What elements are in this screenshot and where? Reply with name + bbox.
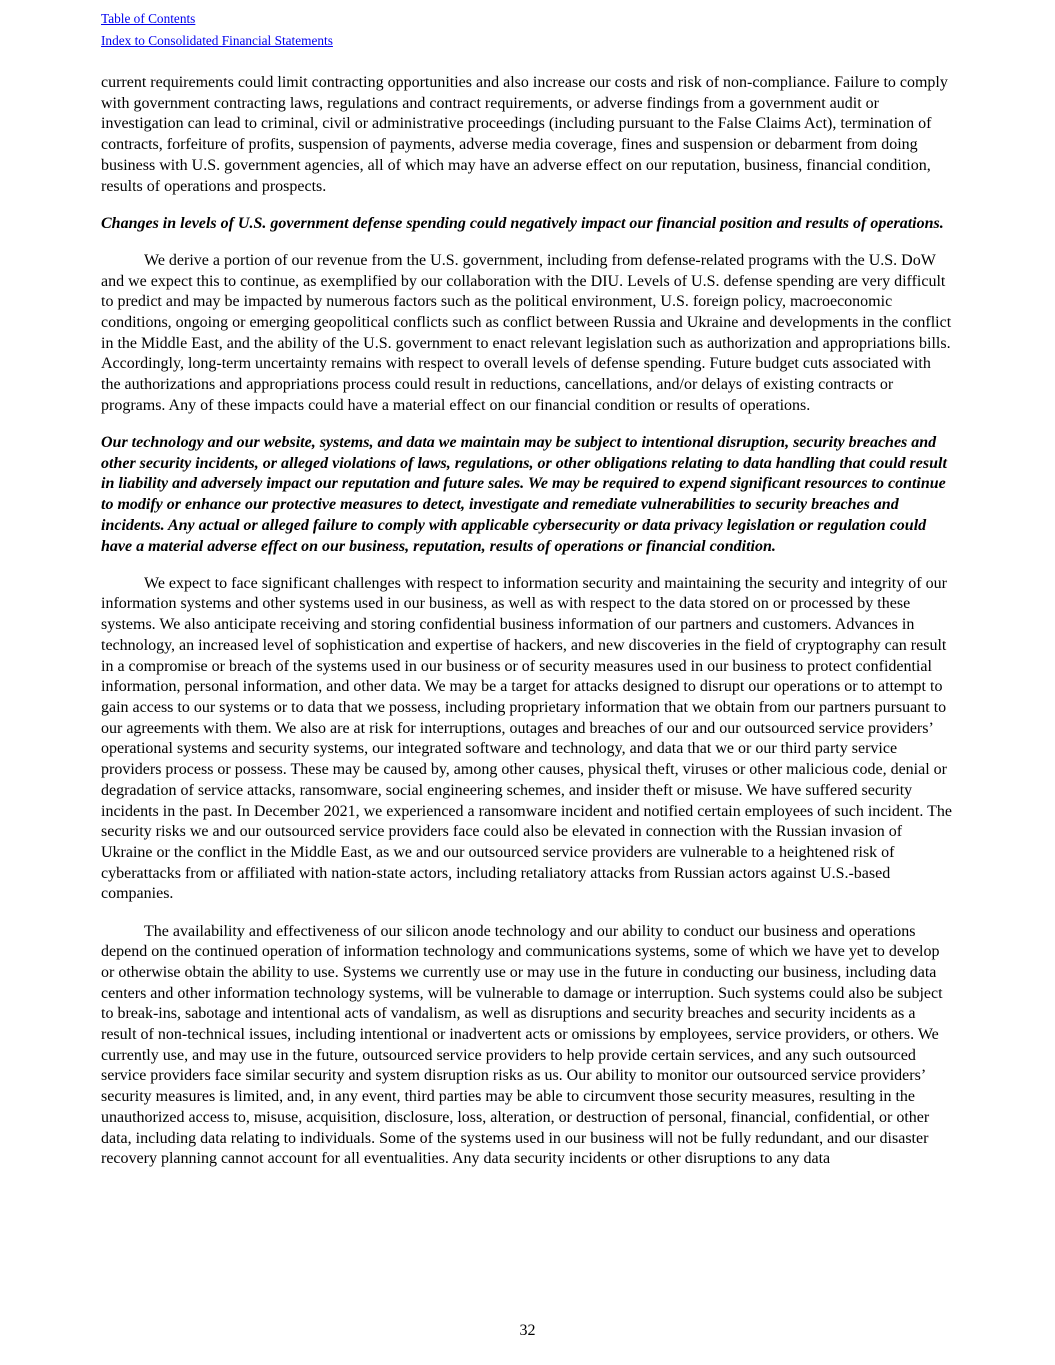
document-body [101, 73, 953, 1186]
risk-heading-security-breaches: Our technology and our website, systems, and data we maintain may be subject to intentional disruption, security breaches and other security incidents, or alleged violations of laws, regulations, or other obligations relating to data handling that could result in liability and adversely impact our reputation and future sales. We may be required to expend significant resources to continue to modify or enhance our protective measures to detect, investigate and remediate vulnerabilities to security breaches and incidents. Any actual or alleged failure to comply with applicable cybersecurity or data privacy legislation or regulation could have a material adverse effect on our business, reputation, results of operations or financial condition. [101, 434, 947, 555]
paragraph-defense-spending: We derive a portion of our revenue from the U.S. government, including from defense-related programs with the U.S. DoW and we expect this to continue, as exemplified by our collaboration with the DIU. Levels of U.S. defense spending are very difficult to predict and may be impacted by numerous factors such as the political environment, U.S. foreign policy, macroeconomic conditions, ongoing or emerging geopolitical conflicts such as conflict between Russia and Ukraine and developments in the conflict in the Middle East, and the ability of the U.S. government to enact relevant legislation such as authorization and appropriations bills. Accordingly, long-term uncertainty remains with respect to overall levels of defense spending. Future budget cuts associated with the authorizations and appropriations process could result in reductions, cancellations, and/or delays of existing contracts or programs. Any of these impacts could have a material effect on our financial condition or results of operations. [101, 251, 952, 414]
index-to-financial-statements-link[interactable]: Index to Consolidated Financial Statements [101, 33, 333, 48]
table-of-contents-link[interactable]: Table of Contents [101, 11, 196, 26]
document-nav [101, 8, 333, 52]
page-number: 32 [519, 1322, 536, 1339]
paragraph-information-security: We expect to face significant challenges with respect to information security and maintaining the security and integrity of our information systems and other systems used in our business, as well as with respect to the data stored on or processed by these systems. We also anticipate receiving and storing confidential business information of our partners and customers. Advances in technology, an increased level of sophistication and expertise of hackers, and new discoveries in the field of cryptography can result in a compromise or breach of the systems used in our business or of security measures used in our business to protect confidential information, personal information, and other data. We may be a target for attacks designed to disrupt our operations or to attempt to gain access to our systems or to data that we possess, including proprietary information that we obtain from our partners pursuant to our agreements with them. We also are at risk for interruptions, outages and breaches of our and our outsourced service providers’ operational systems and security systems, our integrated software and technology, and data that we or our third party service providers process or possess. These may be caused by, among other causes, physical theft, viruses or other malicious code, denial or degradation of service attacks, ransomware, social engineering schemes, and insider theft or misuse. We have suffered security incidents in the past. In December 2021, we experienced a ransomware incident and notified certain employees of such incident. The security risks we and our outsourced service providers face could also be elevated in connection with the Russian invasion of Ukraine or the conflict in the Middle East, as we and our outsourced service providers are vulnerable to a heightened risk of cyberattacks from or affiliated with nation-state actors, including retaliatory attacks from Russian actors against U.S.-based companies. [101, 574, 952, 903]
paragraph-government-contracting-continuation: current requirements could limit contracting opportunities and also increase our costs and risk of non-compliance. Failure to comply with government contracting laws, regulations and contract requirements, or adverse findings from a government audit or investigation can lead to criminal, civil or administrative proceedings (including pursuant to the False Claims Act), termination of contracts, forfeiture of profits, suspension of payments, adverse media coverage, fines and suspension or debarment from doing business with U.S. government agencies, all of which may have an adverse effect on our reputation, business, financial condition, results of operations and prospects. [101, 74, 948, 195]
risk-heading-defense-spending: Changes in levels of U.S. government defense spending could negatively impact our financial position and results of operations. [101, 214, 944, 232]
paragraph-it-systems-availability: The availability and effectiveness of our silicon anode technology and our ability to conduct our business and operations depend on the continued operation of information technology and communications systems, some of which we have yet to develop or otherwise obtain the ability to use. Systems we currently use or may use in the future in conducting our business, including data centers and other information technology systems, will be vulnerable to damage or interruption. Such systems could also be subject to break-ins, sabotage and intentional acts of vandalism, as well as disruptions and security breaches and security incidents as a result of non-technical issues, including intentional or inadvertent acts or omissions by employees, service providers, or others. We currently use, and may use in the future, outsourced service providers to help provide certain services, and any such outsourced service providers face similar security and system disruption risks as us. Our ability to monitor our outsourced service providers’ security measures is limited, and, in any event, third parties may be able to circumvent those security measures, resulting in the unauthorized access to, misuse, acquisition, disclosure, loss, alteration, or destruction of personal, financial, confidential, or other data, including data relating to individuals. Some of the systems used in our business will not be fully redundant, and our disaster recovery planning cannot account for all eventualities. Any data security incidents or other disruptions to any data [101, 922, 943, 1168]
